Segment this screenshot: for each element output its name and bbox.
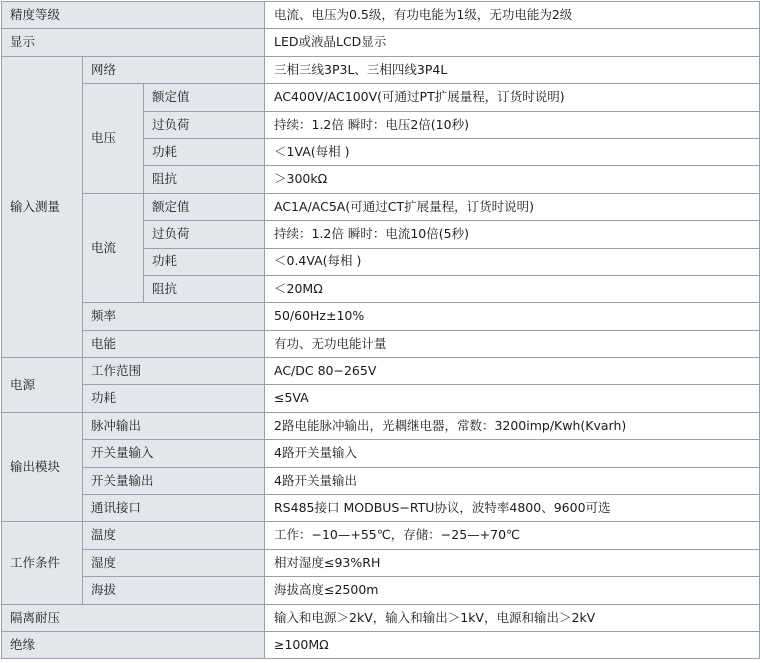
pulse-output-value: 2路电能脉冲输出，光耦继电器，常数：3200imp/Kwh(Kvarh)	[265, 412, 760, 439]
voltage-label: 电压	[83, 84, 144, 194]
current-impedance-label: 阻抗	[144, 275, 265, 302]
row-supply-range	[2, 358, 760, 385]
conditions-label: 工作条件	[2, 522, 83, 604]
supply-range-label: 工作范围	[83, 358, 265, 385]
current-impedance-value: ＜20MΩ	[265, 275, 760, 302]
voltage-impedance-label: 阻抗	[144, 166, 265, 193]
spec-table	[1, 1, 760, 659]
pulse-output-label: 脉冲输出	[83, 412, 265, 439]
network-value: 三相三线3P3L、三相四线3P4L	[265, 56, 760, 83]
energy-value: 有功、无功电能计量	[265, 330, 760, 357]
current-rated-value: AC1A/AC5A(可通过CT扩展量程，订货时说明)	[265, 193, 760, 220]
current-overload-label: 过负荷	[144, 221, 265, 248]
supply-range-value: AC/DC 80−265V	[265, 358, 760, 385]
voltage-power-value: ＜1VA(每相 )	[265, 138, 760, 165]
row-current-rated	[2, 193, 760, 220]
voltage-overload-value: 持续：1.2倍 瞬时：电压2倍(10秒)	[265, 111, 760, 138]
humidity-label: 湿度	[83, 549, 265, 576]
switch-output-label: 开关量输出	[83, 467, 265, 494]
insulation-value: ≥100MΩ	[265, 631, 760, 658]
voltage-overload-label: 过负荷	[144, 111, 265, 138]
comm-interface-value: RS485接口 MODBUS−RTU协议，波特率4800、9600可选	[265, 495, 760, 522]
row-accuracy	[2, 2, 760, 29]
current-power-label: 功耗	[144, 248, 265, 275]
voltage-power-label: 功耗	[144, 138, 265, 165]
temperature-label: 温度	[83, 522, 265, 549]
row-supply-consumption	[2, 385, 760, 412]
humidity-value: 相对湿度≤93%RH	[265, 549, 760, 576]
current-power-value: ＜0.4VA(每相 )	[265, 248, 760, 275]
comm-interface-label: 通讯接口	[83, 495, 265, 522]
row-pulse-output	[2, 412, 760, 439]
output-label: 输出模块	[2, 412, 83, 522]
row-temperature	[2, 522, 760, 549]
current-rated-label: 额定值	[144, 193, 265, 220]
row-display	[2, 29, 760, 56]
network-label: 网络	[83, 56, 265, 83]
row-energy	[2, 330, 760, 357]
row-network	[2, 56, 760, 83]
row-humidity	[2, 549, 760, 576]
temperature-value: 工作：−10—+55℃，存储：−25—+70℃	[265, 522, 760, 549]
switch-output-value: 4路开关量输出	[265, 467, 760, 494]
accuracy-value: 电流、电压为0.5级，有功电能为1级，无功电能为2级	[265, 2, 760, 29]
altitude-label: 海拔	[83, 577, 265, 604]
frequency-label: 频率	[83, 303, 265, 330]
row-altitude	[2, 577, 760, 604]
accuracy-label: 精度等级	[2, 2, 265, 29]
input-label: 输入测量	[2, 56, 83, 357]
row-switch-input	[2, 440, 760, 467]
display-label: 显示	[2, 29, 265, 56]
supply-consumption-label: 功耗	[83, 385, 265, 412]
voltage-rated-value: AC400V/AC100V(可通过PT扩展量程，订货时说明)	[265, 84, 760, 111]
altitude-value: 海拔高度≤2500m	[265, 577, 760, 604]
display-value: LED或液晶LCD显示	[265, 29, 760, 56]
power-supply-label: 电源	[2, 358, 83, 413]
voltage-impedance-value: ＞300kΩ	[265, 166, 760, 193]
row-isolation	[2, 604, 760, 631]
isolation-label: 隔离耐压	[2, 604, 265, 631]
row-switch-output	[2, 467, 760, 494]
current-label: 电流	[83, 193, 144, 303]
switch-input-label: 开关量输入	[83, 440, 265, 467]
row-comm-interface	[2, 495, 760, 522]
insulation-label: 绝缘	[2, 631, 265, 658]
voltage-rated-label: 额定值	[144, 84, 265, 111]
supply-consumption-value: ≤5VA	[265, 385, 760, 412]
row-frequency	[2, 303, 760, 330]
current-overload-value: 持续：1.2倍 瞬时：电流10倍(5秒)	[265, 221, 760, 248]
row-voltage-rated	[2, 84, 760, 111]
frequency-value: 50/60Hz±10%	[265, 303, 760, 330]
isolation-value: 输入和电源＞2kV，输入和输出＞1kV，电源和输出＞2kV	[265, 604, 760, 631]
row-insulation	[2, 631, 760, 658]
energy-label: 电能	[83, 330, 265, 357]
switch-input-value: 4路开关量输入	[265, 440, 760, 467]
